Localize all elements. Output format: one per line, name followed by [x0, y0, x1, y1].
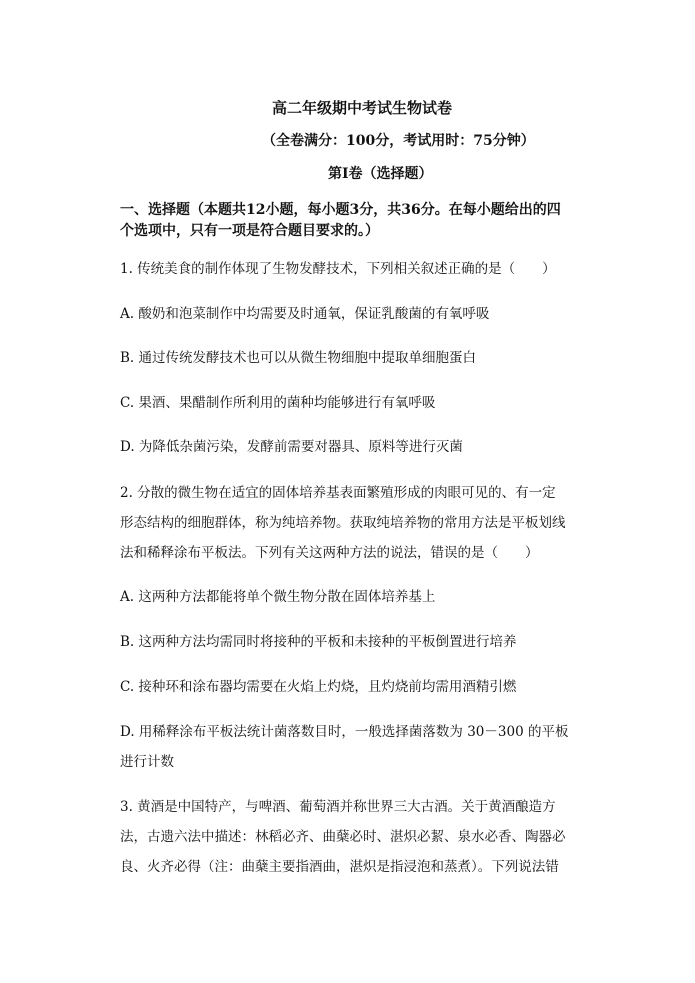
exam-title: 高二年级期中考试生物试卷 — [272, 99, 453, 117]
question-2-option-d-line-2: 进行计数 — [120, 754, 174, 770]
question-1-option-d: D. 为降低杂菌污染，发酵前需要对器具、原料等进行灭菌 — [120, 439, 463, 455]
question-1-option-a: A. 酸奶和泡菜制作中均需要及时通氧，保证乳酸菌的有氧呼吸 — [120, 306, 490, 322]
question-2-stem-line-3: 法和稀释涂布平板法。下列有关这两种方法的说法，错误的是（ ） — [120, 545, 539, 561]
question-2-option-d-line-1: D. 用稀释涂布平板法统计菌落数目时，一般选择菌落数为 30－300 的平板 — [120, 724, 569, 740]
question-2-option-a: A. 这两种方法都能将单个微生物分散在固体培养基上 — [120, 589, 436, 605]
question-2-option-b: B. 这两种方法均需同时将接种的平板和未接种的平板倒置进行培养 — [120, 634, 517, 650]
exam-subtitle: （全卷满分：100分，考试用时：75分钟） — [262, 133, 535, 149]
section-heading-line-2: 个选项中，只有一项是符合题目要求的。） — [120, 223, 379, 239]
question-1-option-b: B. 通过传统发酵技术也可以从微生物细胞中提取单细胞蛋白 — [120, 350, 477, 366]
question-3-stem-line-1: 3. 黄酒是中国特产，与啤酒、葡萄酒并称世界三大古酒。关于黄酒酿造方 — [120, 799, 556, 815]
question-1-option-c: C. 果酒、果醋制作所利用的菌种均能够进行有氧呼吸 — [120, 395, 436, 411]
question-2-stem-line-2: 形态结构的细胞群体，称为纯培养物。获取纯培养物的常用方法是平板划线 — [120, 515, 566, 531]
section-heading-line-1: 一、选择题（本题共12小题，每小题3分，共36分。在每小题给出的四 — [120, 202, 561, 218]
question-2-option-c: C. 接种环和涂布器均需要在火焰上灼烧，且灼烧前均需用酒精引燃 — [120, 679, 517, 695]
question-3-stem-line-2: 法，古遗六法中描述：林稻必齐、曲蘖必时、湛炽必絜、泉水必香、陶器必 — [120, 829, 566, 845]
part-heading: 第Ⅰ卷（选择题） — [328, 166, 433, 182]
question-3-stem-line-3: 良、火齐必得（注：曲蘖主要指酒曲，湛炽是指浸泡和蒸煮）。下列说法错 — [120, 859, 559, 875]
question-2-stem-line-1: 2. 分散的微生物在适宜的固体培养基表面繁殖形成的肉眼可见的、有一定 — [120, 485, 556, 501]
question-1-stem: 1. 传统美食的制作体现了生物发酵技术，下列相关叙述正确的是（ ） — [120, 261, 556, 277]
